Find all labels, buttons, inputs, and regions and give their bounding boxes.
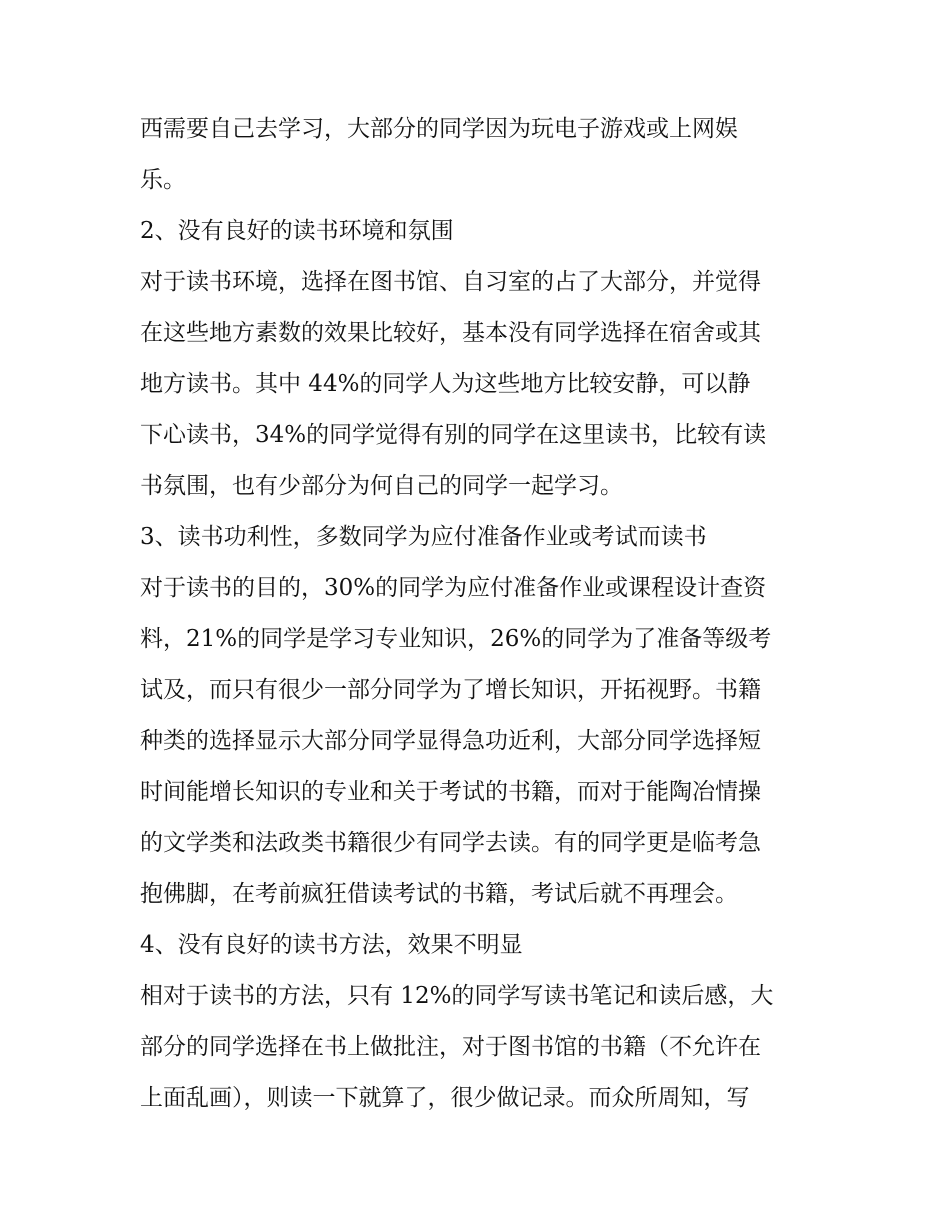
section-heading-4: 4、没有良好的读书方法，效果不明显 (140, 932, 523, 958)
text-line: 下心读书，34%的同学觉得有别的同学在这里读书，比较有读 (140, 422, 767, 448)
text-line: 乐。 (140, 167, 186, 193)
text-line: 对于读书环境，选择在图书馆、自习室的占了大部分，并觉得 (140, 269, 761, 295)
text-line: 抱佛脚，在考前疯狂借读考试的书籍，考试后就不再理会。 (140, 881, 738, 907)
body-text (140, 104, 830, 1124)
text-line: 料，21%的同学是学习专业知识，26%的同学为了准备等级考 (140, 626, 772, 652)
text-line: 时间能增长知识的专业和关于考试的书籍，而对于能陶冶情操 (140, 779, 761, 805)
text-line: 部分的同学选择在书上做批注，对于图书馆的书籍（不允许在 (140, 1034, 761, 1060)
text-line: 书氛围，也有少部分为何自己的同学一起学习。 (140, 473, 623, 499)
text-line: 在这些地方素数的效果比较好，基本没有同学选择在宿舍或其 (140, 320, 761, 346)
text-line: 试及，而只有很少一部分同学为了增长知识，开拓视野。书籍 (140, 677, 761, 703)
section-heading-2: 2、没有良好的读书环境和氛围 (140, 218, 454, 244)
text-line: 相对于读书的方法，只有 12%的同学写读书笔记和读后感，大 (140, 983, 774, 1009)
text-line: 对于读书的目的，30%的同学为应付准备作业或课程设计查资 (140, 575, 767, 601)
text-line: 地方读书。其中 44%的同学人为这些地方比较安静，可以静 (140, 371, 751, 397)
text-line: 西需要自己去学习，大部分的同学因为玩电子游戏或上网娱 (140, 116, 738, 142)
text-line: 种类的选择显示大部分同学显得急功近利，大部分同学选择短 (140, 728, 761, 754)
text-line: 上面乱画），则读一下就算了，很少做记录。而众所周知，写 (140, 1085, 750, 1111)
text-line: 的文学类和法政类书籍很少有同学去读。有的同学更是临考急 (140, 830, 761, 856)
section-heading-3: 3、读书功利性，多数同学为应付准备作业或考试而读书 (140, 524, 707, 550)
